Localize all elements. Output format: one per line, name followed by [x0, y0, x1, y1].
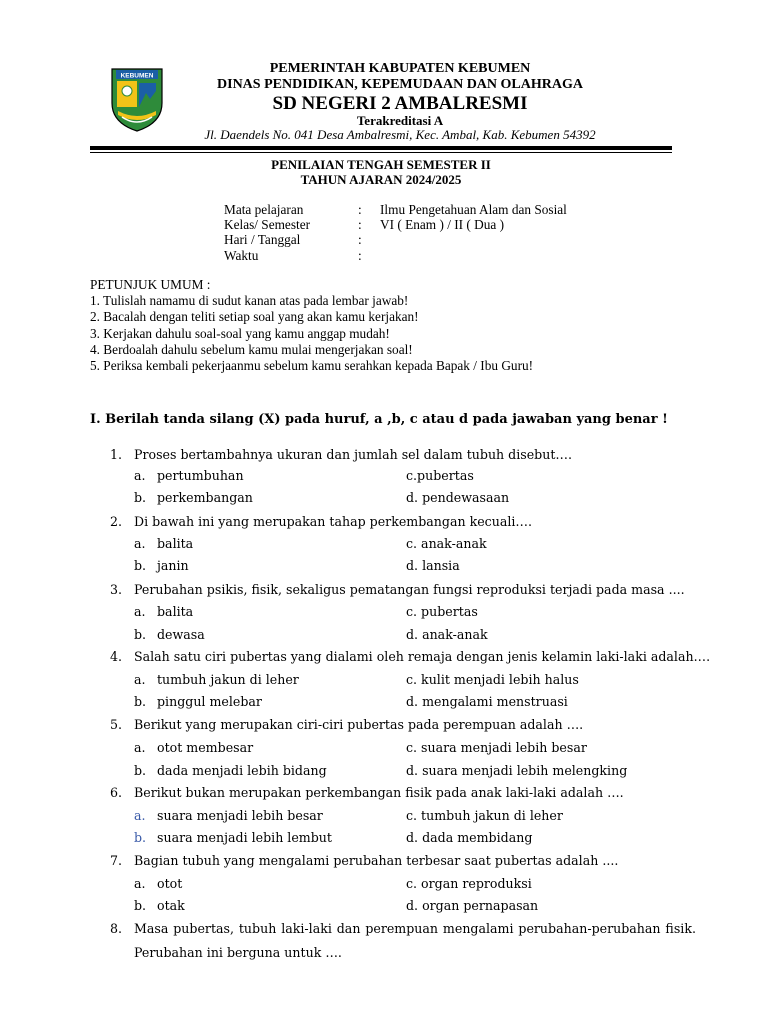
option-letter: a. [134, 740, 146, 755]
option-c: c. pubertas [406, 604, 478, 619]
logo-text: KEBUMEN [120, 72, 154, 80]
option-letter: a. [134, 604, 146, 619]
option-text: otot [157, 876, 183, 891]
option-letter: a. [134, 468, 146, 483]
option-d: d. pendewasaan [406, 490, 510, 505]
instructions-title: PETUNJUK UMUM : [90, 277, 211, 292]
option-d: d. lansia [406, 558, 460, 573]
header-government: PEMERINTAH KABUPATEN KEBUMEN [269, 61, 531, 76]
word: dan [336, 921, 361, 936]
section-heading: I. Berilah tanda silang (X) pada huruf, a ,b, c atau d pada jawaban yang benar ! [90, 412, 668, 427]
question-text: Berikut yang merupakan ciri-ciri pubertas pada perempuan adalah …. [134, 717, 584, 732]
instruction-item: 4. Berdoalah dahulu sebelum kamu mulai mengerjakan soal! [90, 341, 413, 357]
option-letter: b. [134, 763, 147, 778]
option-d: d. organ pernapasan [406, 898, 539, 913]
option-text: dada menjadi lebih bidang [157, 763, 327, 778]
option-letter: b. [134, 694, 147, 709]
option-text: janin [157, 558, 189, 573]
option-text: dewasa [157, 627, 205, 642]
info-colon: : [358, 202, 362, 217]
exam-year: TAHUN AJARAN 2024/2025 [300, 172, 462, 187]
info-row-time [224, 248, 567, 263]
option-letter: b. [134, 627, 147, 642]
exam-info [224, 202, 567, 263]
header-divider [90, 146, 672, 150]
option-letter: a. [134, 876, 146, 891]
word: Masa [134, 921, 169, 936]
option-letter: a. [134, 808, 146, 823]
info-value: Ilmu Pengetahuan Alam dan Sosial [380, 202, 567, 217]
question-text: Proses bertambahnya ukuran dan jumlah sel dalam tubuh disebut…. [134, 447, 573, 462]
header-department: DINAS PENDIDIKAN, KEPEMUDAAN DAN OLAHRAGA [217, 77, 583, 92]
question-text: Perubahan ini berguna untuk …. [134, 945, 342, 960]
question-number: 7. [110, 853, 123, 868]
option-text: suara menjadi lebih besar [157, 808, 323, 823]
word: perubahan-perubahan [518, 921, 661, 936]
option-text: pertumbuhan [157, 468, 244, 483]
info-colon: : [358, 217, 362, 233]
instruction-item: 1. Tulislah namamu di sudut kanan atas pada lembar jawab! [90, 293, 409, 309]
info-colon: : [358, 247, 362, 263]
question-number: 5. [110, 717, 123, 732]
word: tubuh [238, 921, 277, 936]
option-letter: a. [134, 672, 146, 687]
option-d: d. mengalami menstruasi [406, 694, 568, 709]
question-text: Salah satu ciri pubertas yang dialami oleh remaja dengan jenis kelamin laki-laki adalah.… [134, 649, 711, 664]
option-d: d. suara menjadi lebih melengking [406, 763, 628, 778]
option-text: balita [157, 536, 194, 551]
header-divider-thin [90, 152, 672, 153]
header-accreditation: Terakreditasi A [356, 113, 444, 128]
option-c: c. organ reproduksi [406, 876, 532, 891]
option-c: c. kulit menjadi lebih halus [406, 672, 579, 687]
info-label: Waktu [224, 247, 259, 263]
word: perempuan [365, 921, 439, 936]
general-instructions [90, 277, 533, 374]
option-letter: b. [134, 830, 147, 845]
instruction-item: 2. Bacalah dengan teliti setiap soal yang akan kamu kerjakan! [90, 309, 419, 325]
info-row-subject [224, 202, 567, 217]
question-text: Perubahan psikis, fisik, sekaligus pematangan fungsi reproduksi terjadi pada masa .... [134, 582, 685, 597]
header-school-name: SD NEGERI 2 AMBALRESMI [272, 93, 528, 114]
instruction-item: 5. Periksa kembali pekerjaanmu sebelum kamu serahkan kepada Bapak / Ibu Guru! [90, 358, 534, 374]
kebumen-logo [108, 67, 166, 133]
question-number: 4. [110, 649, 123, 664]
option-letter: b. [134, 558, 147, 573]
info-colon: : [358, 232, 362, 248]
question-text: Di bawah ini yang merupakan tahap perkembangan kecuali…. [134, 514, 533, 529]
option-letter: b. [134, 898, 147, 913]
info-row-date [224, 232, 567, 247]
word: pubertas, [173, 921, 234, 936]
option-c: c. anak-anak [406, 536, 487, 551]
question-number: 6. [110, 785, 123, 800]
info-row-class [224, 217, 567, 232]
option-text: perkembangan [157, 490, 253, 505]
info-value: VI ( Enam ) / II ( Dua ) [380, 217, 505, 233]
header-address: Jl. Daendels No. 041 Desa Ambalresmi, Kec. Ambal, Kab. Kebumen 54392 [204, 127, 596, 142]
option-text: tumbuh jakun di leher [157, 672, 299, 687]
option-c: c. suara menjadi lebih besar [406, 740, 587, 755]
word: laki-laki [281, 921, 332, 936]
option-text: balita [157, 604, 194, 619]
question-number: 8. [110, 921, 123, 936]
word: mengalami [442, 921, 514, 936]
option-text: pinggul melebar [157, 694, 262, 709]
question-number: 3. [110, 582, 123, 597]
question-number: 1. [110, 447, 123, 462]
option-text: otot membesar [157, 740, 254, 755]
option-d: d. dada membidang [406, 830, 533, 845]
question-number: 2. [110, 514, 123, 529]
info-label: Kelas/ Semester [224, 217, 311, 233]
option-d: d. anak-anak [406, 627, 488, 642]
option-letter: b. [134, 490, 147, 505]
option-text: suara menjadi lebih lembut [157, 830, 332, 845]
option-text: otak [157, 898, 185, 913]
option-c: c. tumbuh jakun di leher [406, 808, 563, 823]
option-c: c.pubertas [406, 468, 474, 483]
word: fisik. [665, 921, 696, 936]
info-label: Hari / Tanggal [224, 232, 301, 248]
info-label: Mata pelajaran [224, 202, 304, 217]
instruction-item: 3. Kerjakan dahulu soal-soal yang kamu anggap mudah! [90, 325, 390, 341]
question-text: Bagian tubuh yang mengalami perubahan terbesar saat pubertas adalah .... [134, 853, 619, 868]
option-letter: a. [134, 536, 146, 551]
exam-title: PENILAIAN TENGAH SEMESTER II [271, 157, 491, 172]
question-text [134, 921, 696, 936]
question-text: Berikut bukan merupakan perkembangan fisik pada anak laki-laki adalah …. [134, 785, 624, 800]
